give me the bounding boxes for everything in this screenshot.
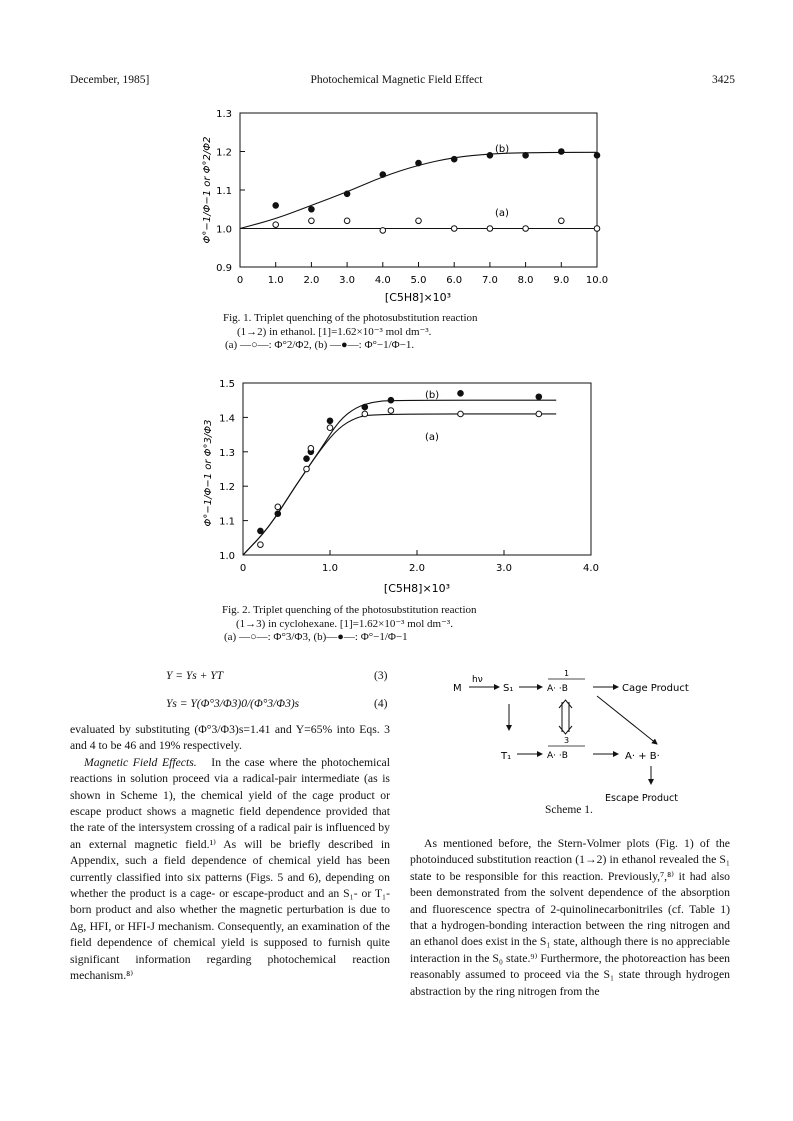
fig1-y-tick-label: 1.2	[216, 147, 232, 159]
running-head-date: December, 1985]	[70, 74, 150, 86]
fig2-point-a	[362, 411, 368, 417]
fig2-caption-line2: (1→3) in cyclohexane. [1]=1.62×10⁻³ mol dm⁻³.	[236, 617, 453, 630]
fig2-x-tick-label: 0	[239, 563, 247, 574]
equation-4-number: (4)	[374, 698, 388, 710]
fig1-x-tick-label: 10.0	[585, 275, 609, 286]
fig2-point-a	[536, 411, 542, 417]
fig1-series-label-a: (a)	[495, 208, 509, 219]
fig2-x-tick-label: 3.0	[496, 563, 512, 574]
figure-2-chart	[195, 378, 615, 600]
fig2-y-tick-label: 1.1	[219, 516, 235, 528]
fig1-y-tick-label: 1.0	[216, 224, 232, 236]
fig1-point-a	[487, 226, 493, 232]
equation-4: Ys = Y(Φ°3/Φ3)0/(Φ°3/Φ3)s	[166, 698, 300, 710]
fig2-y-tick-label: 1.0	[219, 551, 235, 562]
fig1-x-axis-label: [C5H8]×10³	[384, 291, 452, 304]
fig2-x-axis-label: [C5H8]×10³	[383, 582, 451, 595]
fig1-point-b	[380, 172, 386, 178]
fig2-caption-line1: Fig. 2. Triplet quenching of the photosubstitution reaction	[222, 604, 477, 616]
fig1-caption-line1: Fig. 1. Triplet quenching of the photosubstitution reaction	[223, 312, 478, 324]
fig2-fit-line-a	[243, 414, 556, 555]
fig2-point-b	[388, 397, 394, 403]
fig2-x-tick-label: 1.0	[322, 563, 338, 574]
fig1-point-b	[344, 191, 350, 197]
equation-3-number: (3)	[374, 670, 388, 682]
fig2-x-tick-label: 2.0	[409, 563, 425, 574]
fig1-x-tick-label: 5.0	[410, 275, 427, 286]
scheme-hv-label: hν	[472, 675, 483, 685]
fig1-x-tick-label: 9.0	[553, 275, 570, 286]
fig1-point-a	[559, 218, 565, 224]
fig2-caption-line3: (a) —○—: Φ°3/Φ3, (b)—●—: Φ°−1/Φ−1	[224, 631, 408, 643]
scheme-escape-product: Escape Product	[605, 793, 678, 804]
scheme-singlet-pair-index: 1	[564, 669, 570, 678]
fig2-point-a	[258, 542, 264, 548]
fig1-point-a	[451, 226, 457, 232]
fig2-point-b	[258, 528, 264, 534]
fig1-y-axis-label: Φ°−1/Φ−1 or Φ°2/Φ2	[202, 136, 213, 244]
section-heading: Magnetic Field Effects.	[84, 755, 197, 769]
left-paragraph-1: evaluated by substituting (Φ°3/Φ3)s=1.41 and Y=65% into Eqs. 3 and 4 to be 46 and 19% respectively.	[70, 723, 390, 753]
fig2-point-a	[308, 446, 314, 452]
fig2-y-tick-label: 1.5	[219, 379, 235, 390]
scheme-cage-product: Cage Product	[622, 683, 689, 694]
fig1-x-tick-label: 2.0	[303, 275, 320, 286]
scheme-1-diagram	[445, 666, 745, 806]
fig1-point-b	[594, 153, 600, 159]
fig2-x-tick-label: 4.0	[583, 563, 599, 574]
fig1-x-tick-label: 1.0	[267, 275, 284, 286]
fig1-point-a	[523, 226, 529, 232]
fig1-x-tick-label: 4.0	[374, 275, 391, 286]
fig1-y-tick-label: 1.1	[216, 186, 232, 197]
scheme-triplet-pair-index: 3	[564, 736, 570, 745]
fig2-y-tick-label: 1.2	[219, 482, 235, 494]
fig1-plot-frame	[240, 113, 597, 267]
fig1-y-tick-label: 1.3	[216, 109, 232, 120]
fig1-y-tick-label: 0.9	[216, 263, 232, 274]
fig1-point-b	[309, 206, 315, 212]
right-paragraph-1: As mentioned before, the Stern-Volmer plots (Fig. 1) of the photoinduced substitution reaction (1→2) in ethanol revealed the S₁ state to be responsible for this reaction. Previously,⁷,⁸⁾ it had also been demonstrated from the solvent dependence of the absorption and fluorescence spectra of 2-quinolinecarbonitriles (cf. Table 1) that a hydrogen-bonding interaction between the ring nitrogen and an ethanol does exist in the S₁ state, although there is no appreciable interaction in the S₀ state.⁹⁾ Furthermore, the photoreaction has been reasonably assumed to proceed via the S₁ state through hydrogen abstraction by the ring nitrogen from the	[410, 837, 730, 998]
fig2-series-label-a: (a)	[425, 432, 439, 443]
scheme-singlet-pair: A· ·B	[547, 684, 568, 694]
scheme-singlet-state: S₁	[503, 683, 514, 694]
fig1-point-a	[344, 218, 350, 224]
fig2-fit-line-b	[243, 400, 556, 555]
fig1-point-a	[309, 218, 315, 224]
fig1-point-b	[523, 153, 529, 159]
fig2-plot-frame	[243, 383, 591, 555]
fig2-point-a	[388, 408, 394, 414]
fig1-x-tick-label: 0	[236, 275, 244, 286]
fig1-point-a	[594, 226, 600, 232]
fig1-x-tick-label: 7.0	[481, 275, 498, 286]
left-paragraph-2: In the case where the photochemical reactions in solution proceed via a radical-pair intermediate (as is shown in Scheme 1), the chemical yield of the cage product or escape product shows a magnetic field dependence provided that the rate of the intersystem crossing of a radical pair is influenced by an external magnetic field.¹⁾ As will be briefly described in Appendix, such a field dependence of chemical yield has been currently classified into six patterns (Figs. 5 and 6), depending on whether the product is a cage- or escape-product and an S₁- or T₁-born product and also whether the magnetic perturbation is due to Δg, HFI, or HFI-J mechanism. Consequently, an examination of the field dependence of chemical yield is supposed to furnish quite significant information regarding photochemical reaction mechanism.⁸⁾	[70, 755, 390, 983]
fig1-point-b	[416, 160, 422, 166]
fig2-y-tick-label: 1.4	[219, 413, 235, 425]
fig1-caption-line2: (1→2) in ethanol. [1]=1.62×10⁻³ mol dm⁻³.	[237, 325, 432, 338]
fig2-y-axis-label: Φ°−1/Φ−1 or Φ°3/Φ3	[203, 419, 214, 527]
fig1-point-b	[273, 203, 279, 209]
fig2-series-label-b: (b)	[425, 390, 440, 401]
scheme-ground-state: M	[453, 683, 462, 694]
fig2-point-b	[536, 394, 542, 400]
fig1-point-b	[559, 149, 565, 155]
fig2-point-a	[458, 411, 464, 417]
fig2-point-a	[304, 466, 310, 472]
fig2-point-a	[275, 504, 281, 510]
fig2-point-b	[458, 391, 464, 397]
fig1-caption-line3: (a) —○—: Φ°2/Φ2, (b) —●—: Φ°−1/Φ−1.	[225, 339, 415, 351]
fig1-point-b	[451, 156, 457, 162]
fig1-x-tick-label: 3.0	[339, 275, 356, 286]
fig1-point-a	[380, 228, 386, 234]
fig1-point-b	[487, 153, 493, 159]
equation-3: Y = Ys + YT	[166, 670, 224, 682]
fig1-point-a	[416, 218, 422, 224]
scheme-1-caption: Scheme 1.	[545, 804, 593, 816]
fig2-point-b	[327, 418, 333, 424]
fig2-point-b	[362, 404, 368, 410]
page-number: 3425	[712, 74, 735, 86]
fig1-point-a	[273, 222, 279, 228]
fig1-series-label-b: (b)	[495, 144, 510, 155]
fig2-point-b	[275, 511, 281, 517]
scheme-free-radicals: A· + B·	[625, 751, 660, 762]
fig1-x-tick-label: 8.0	[517, 275, 534, 286]
figure-1-chart	[190, 108, 610, 308]
fig2-point-b	[304, 456, 310, 462]
fig2-point-a	[327, 425, 333, 431]
scheme-triplet-state: T₁	[501, 751, 512, 762]
running-head-title: Photochemical Magnetic Field Effect	[310, 74, 483, 86]
scheme-triplet-pair: A· ·B	[547, 751, 568, 761]
fig2-y-tick-label: 1.3	[219, 447, 235, 459]
fig1-x-tick-label: 6.0	[446, 275, 463, 286]
